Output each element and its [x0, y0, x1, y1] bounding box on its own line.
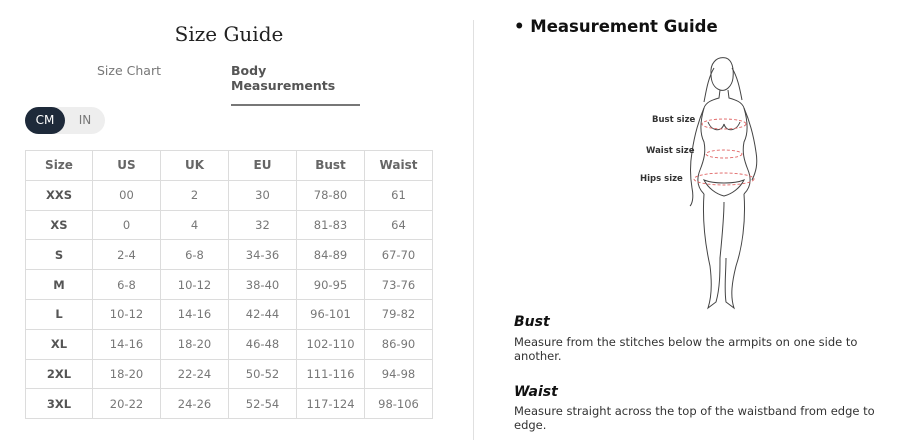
measure-cell: 32 — [229, 210, 297, 240]
measure-cell: 102-110 — [297, 329, 365, 359]
measure-cell: 64 — [365, 210, 433, 240]
table-row — [26, 240, 433, 270]
waist-size-label: Waist size — [646, 146, 695, 156]
measure-cell: 18-20 — [93, 359, 161, 389]
bust-heading: Bust — [514, 314, 550, 330]
table-row — [26, 329, 433, 359]
hair-outline — [704, 68, 742, 102]
table-row — [26, 270, 433, 300]
header-eu: EU — [229, 151, 297, 181]
size-cell: L — [26, 299, 93, 329]
unit-toggle — [25, 107, 105, 134]
measure-cell: 98-106 — [365, 389, 433, 419]
measure-cell: 84-89 — [297, 240, 365, 270]
measure-cell: 2-4 — [93, 240, 161, 270]
measurement-guide-title: • Measurement Guide — [514, 17, 718, 36]
size-cell: 2XL — [26, 359, 93, 389]
header-uk: UK — [161, 151, 229, 181]
head-outline — [711, 58, 733, 91]
measure-cell: 78-80 — [297, 180, 365, 210]
measure-cell: 96-101 — [297, 299, 365, 329]
body-figure-illustration — [634, 52, 774, 314]
measure-cell: 14-16 — [161, 299, 229, 329]
unit-in-button[interactable]: IN — [78, 113, 92, 127]
measurement-guide-panel — [474, 0, 906, 440]
measure-cell: 2 — [161, 180, 229, 210]
size-table — [25, 150, 433, 419]
measure-cell: 10-12 — [161, 270, 229, 300]
measure-cell: 30 — [229, 180, 297, 210]
tab-size-chart[interactable]: Size Chart — [97, 63, 161, 78]
measure-cell: 90-95 — [297, 270, 365, 300]
measure-cell: 22-24 — [161, 359, 229, 389]
waist-measure-line — [706, 150, 742, 158]
bust-size-label: Bust size — [652, 115, 696, 125]
measure-cell: 38-40 — [229, 270, 297, 300]
measure-cell: 73-76 — [365, 270, 433, 300]
waist-heading: Waist — [514, 384, 558, 400]
measure-cell: 4 — [161, 210, 229, 240]
table-header-row — [26, 151, 433, 181]
measure-cell: 117-124 — [297, 389, 365, 419]
measure-cell: 20-22 — [93, 389, 161, 419]
table-row — [26, 389, 433, 419]
table-row — [26, 359, 433, 389]
measure-cell: 61 — [365, 180, 433, 210]
measure-cell: 6-8 — [161, 240, 229, 270]
bust-description: Measure from the stitches below the armpits on one side to another. — [514, 335, 858, 363]
measure-cell: 86-90 — [365, 329, 433, 359]
neck-outline — [704, 90, 744, 108]
size-cell: 3XL — [26, 389, 93, 419]
hips-bottom — [704, 180, 744, 196]
measure-cell: 34-36 — [229, 240, 297, 270]
header-waist: Waist — [365, 151, 433, 181]
measure-cell: 6-8 — [93, 270, 161, 300]
size-cell: XS — [26, 210, 93, 240]
measure-cell: 46-48 — [229, 329, 297, 359]
leg-outline — [703, 194, 744, 308]
size-guide-title: Size Guide — [174, 22, 284, 46]
unit-cm-button[interactable]: CM — [25, 107, 65, 134]
measure-cell: 111-116 — [297, 359, 365, 389]
measure-cell: 24-26 — [161, 389, 229, 419]
measure-cell: 18-20 — [161, 329, 229, 359]
header-us: US — [93, 151, 161, 181]
measure-cell: 00 — [93, 180, 161, 210]
size-cell: S — [26, 240, 93, 270]
table-row — [26, 210, 433, 240]
measure-cell: 10-12 — [93, 299, 161, 329]
measure-cell: 67-70 — [365, 240, 433, 270]
measure-cell: 14-16 — [93, 329, 161, 359]
header-bust: Bust — [297, 151, 365, 181]
table-row — [26, 299, 433, 329]
table-row — [26, 180, 433, 210]
size-cell: M — [26, 270, 93, 300]
measure-cell: 79-82 — [365, 299, 433, 329]
measure-cell: 42-44 — [229, 299, 297, 329]
size-cell: XXS — [26, 180, 93, 210]
waist-description: Measure straight across the top of the waistband from edge to edge. — [514, 404, 875, 432]
measure-cell: 52-54 — [229, 389, 297, 419]
measure-cell: 50-52 — [229, 359, 297, 389]
hips-size-label: Hips size — [640, 174, 683, 184]
measure-cell: 81-83 — [297, 210, 365, 240]
measure-cell: 94-98 — [365, 359, 433, 389]
header-size: Size — [26, 151, 93, 181]
tab-body-measurements[interactable]: Body Measurements — [231, 63, 360, 106]
size-cell: XL — [26, 329, 93, 359]
measure-cell: 0 — [93, 210, 161, 240]
